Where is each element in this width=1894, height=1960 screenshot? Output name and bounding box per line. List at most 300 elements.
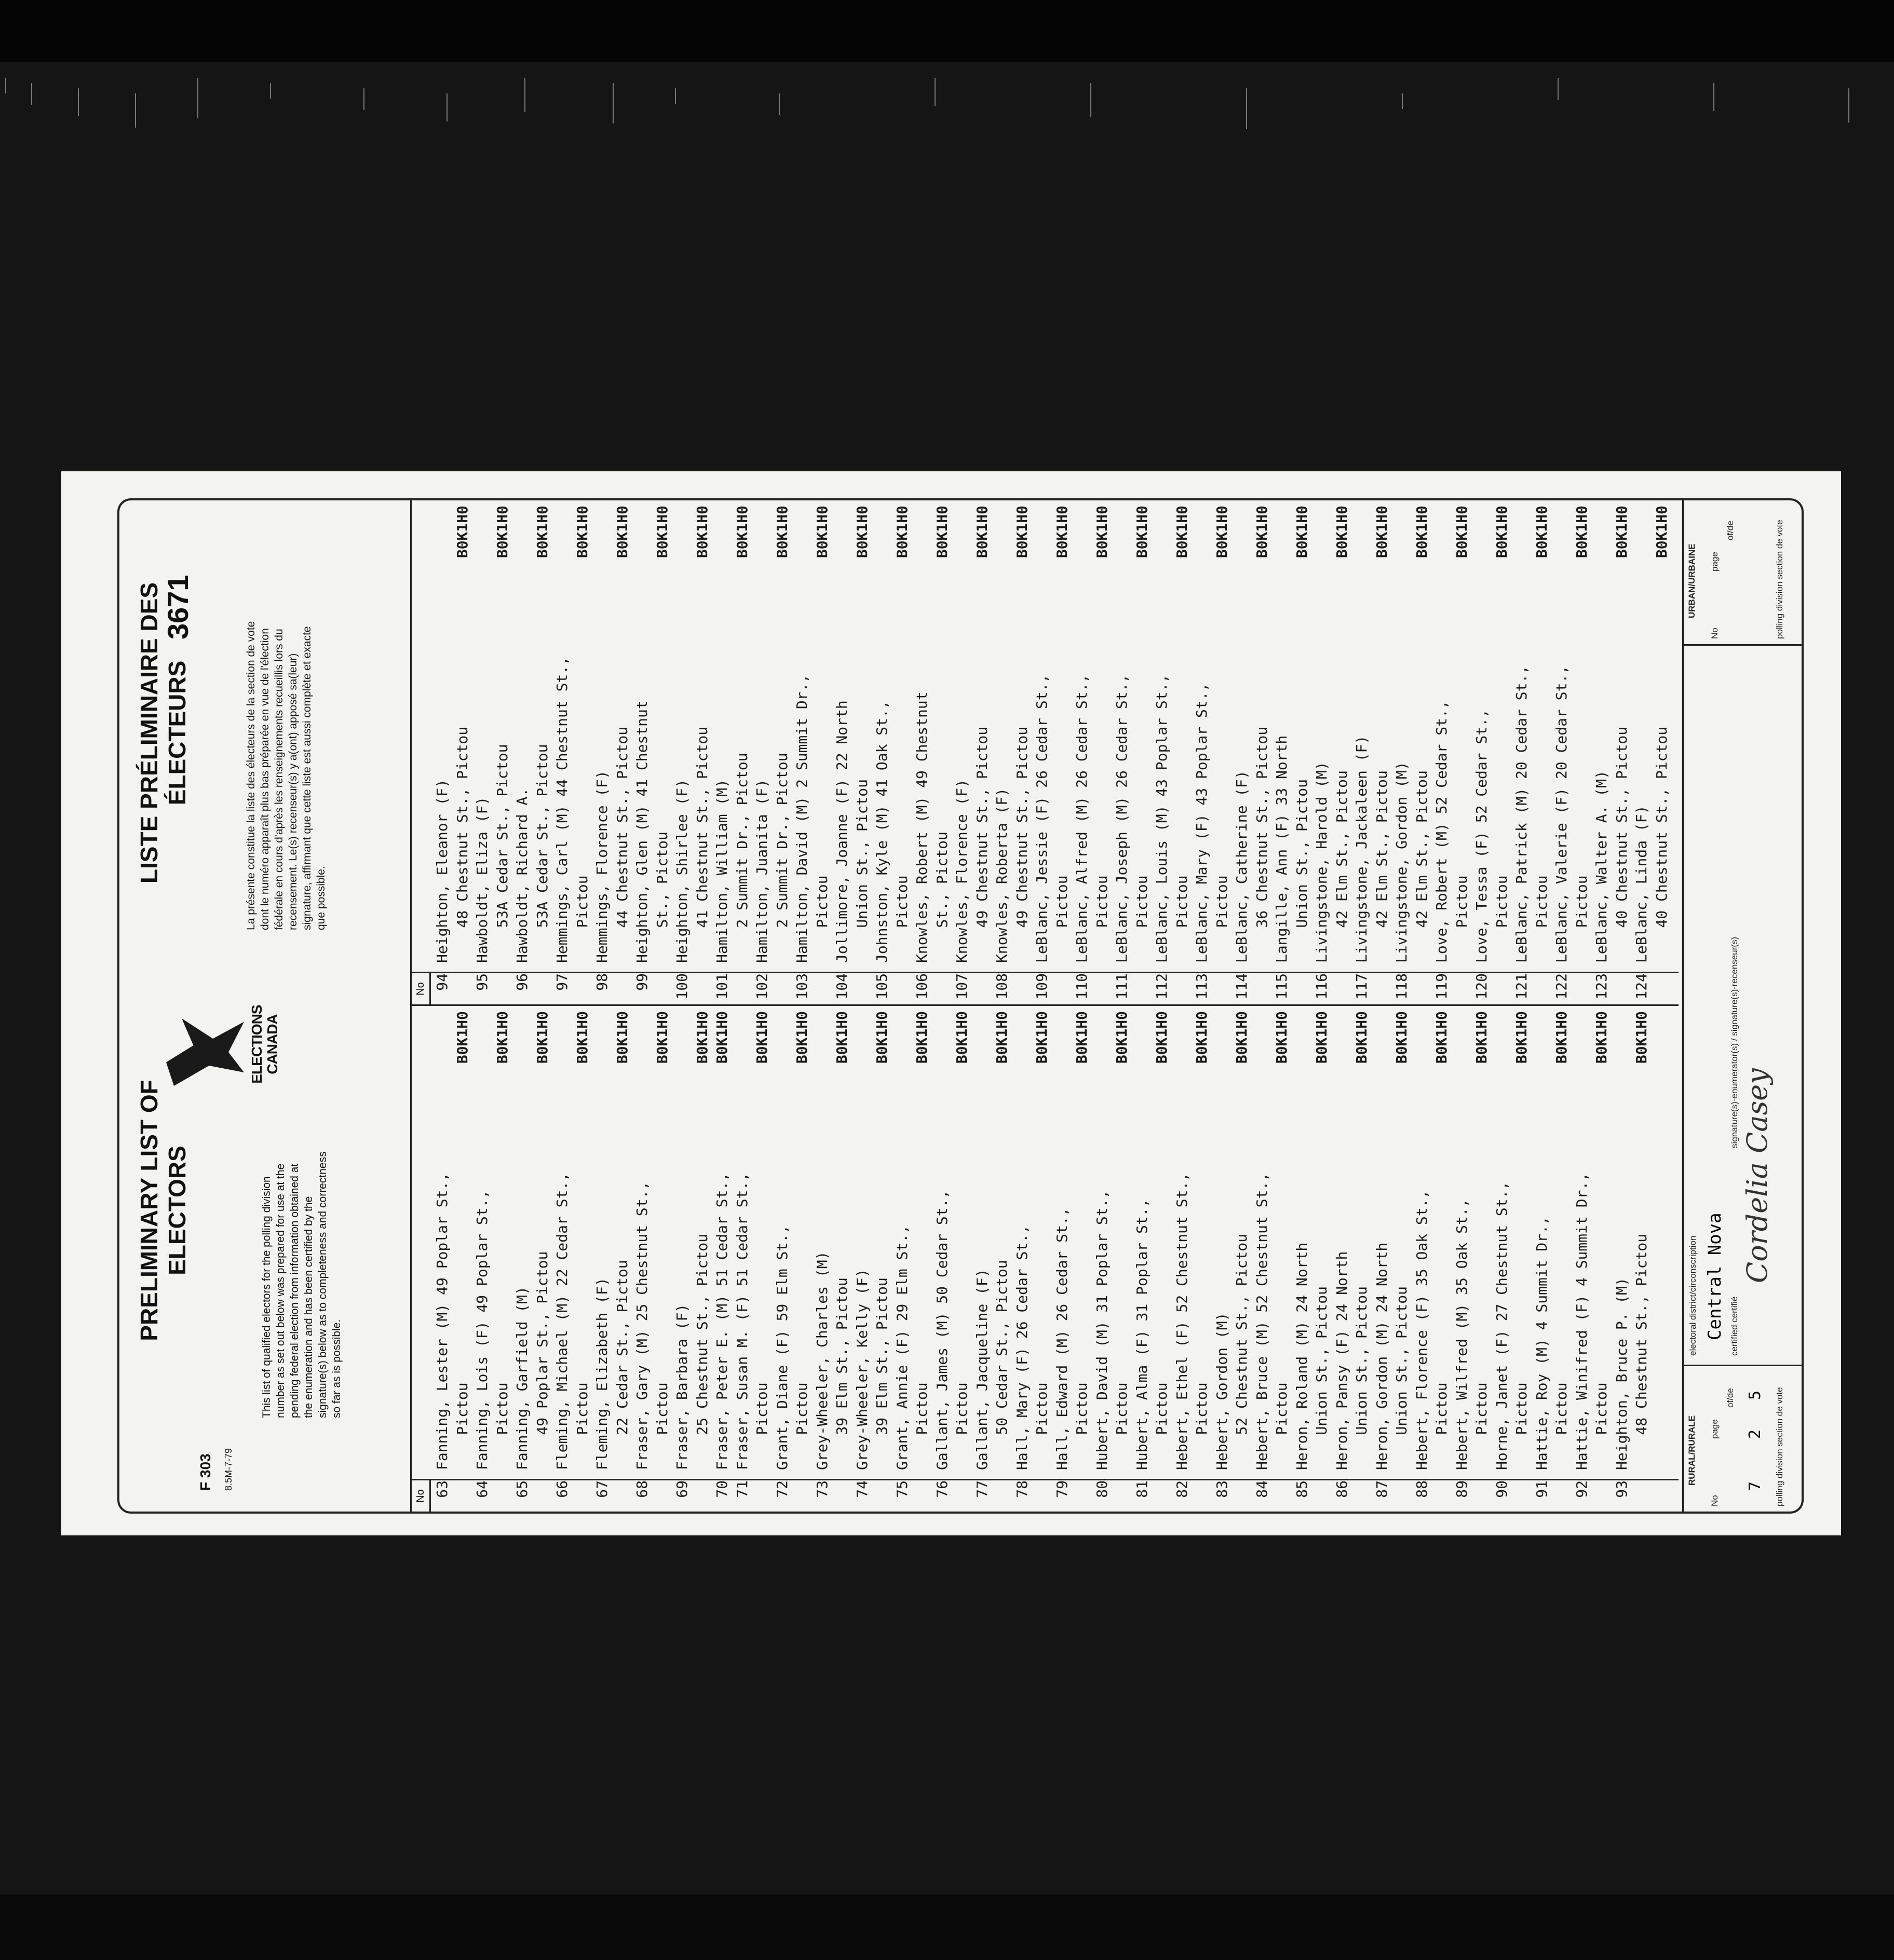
elector-entry-line: [573, 500, 593, 1004]
postal-code: B0K1H0: [1113, 1011, 1130, 1064]
elector-number: [1212, 967, 1233, 1004]
elector-entry-line: [1592, 1006, 1612, 1512]
postal-code: B0K1H0: [1013, 506, 1031, 559]
elector-text: Livingstone, Jackaleen (F): [1353, 735, 1370, 963]
elector-entry-line: [1592, 500, 1612, 1004]
postal-code: [992, 500, 1012, 578]
postal-code: [552, 500, 573, 578]
elector-text: Hawboldt, Eliza (F): [474, 796, 491, 963]
elector-number: [653, 1474, 673, 1512]
form-code: 8.5M-7-79: [223, 1448, 234, 1491]
postal-code: B0K1H0: [1033, 1011, 1050, 1064]
title-french: LISTE PRÉLIMINAIRE DES ÉLECTEURS: [136, 582, 191, 884]
elector-number: [1192, 1474, 1212, 1512]
elector-number: 108: [993, 973, 1010, 1000]
elector-entry-line: [892, 1006, 913, 1512]
elector-number: 98: [593, 973, 611, 991]
postal-code: [1512, 500, 1532, 578]
elector-entry-line: [832, 1006, 853, 1512]
film-scratch: [197, 78, 198, 118]
postal-code: B0K1H0: [1393, 1011, 1410, 1064]
elector-text: Johnston, Kyle (M) 41 Oak St.,: [873, 700, 890, 963]
elector-text: Hubert, David (M) 31 Poplar St.,: [1093, 1190, 1111, 1470]
elector-entry-line: [1272, 1006, 1292, 1512]
elector-entry-line: [712, 1006, 733, 1512]
elector-text: Union St., Pictou: [1393, 1286, 1410, 1470]
elector-number: [533, 967, 553, 1004]
elector-text: Pictou: [1093, 875, 1111, 963]
elector-entry-line: [453, 1006, 473, 1512]
postal-code: B0K1H0: [693, 506, 711, 559]
postal-code: B0K1H0: [1133, 506, 1151, 559]
elector-number: 82: [1173, 1480, 1190, 1498]
elector-entry-line: [1012, 1006, 1033, 1512]
postal-code: B0K1H0: [813, 506, 831, 559]
elector-entry-line: [1232, 1006, 1252, 1512]
elector-entry-line: [892, 500, 913, 1004]
elector-number: [1372, 967, 1392, 1004]
page-total: 5: [1746, 1390, 1764, 1400]
elector-text: Pictou: [793, 1382, 810, 1470]
polling-division-number: 7: [1746, 1481, 1764, 1491]
elector-text: Love, Robert (M) 52 Cedar St.,: [1433, 700, 1450, 963]
elector-text: Hamilton, William (M): [713, 779, 730, 963]
elector-number: [972, 967, 993, 1004]
elector-text: Pictou: [1493, 875, 1510, 963]
elector-number: 100: [673, 973, 691, 1000]
elector-entry-line: [872, 1006, 892, 1512]
postal-code: B0K1H0: [1213, 506, 1230, 559]
intro-english: This list of qualified electors for the polling division number as set out below was prepared for use at the pending federal election from information obtained at the enumeration and has been certified by the signature(s) below as to completeness and correctness so far as is possible.: [261, 1151, 343, 1418]
elector-text: Heron, Gordon (M) 24 North: [1373, 1242, 1390, 1470]
elector-number: 101: [713, 973, 730, 1000]
elector-entry-line: [992, 1006, 1012, 1512]
elector-number: 123: [1593, 973, 1610, 1000]
postal-code: [672, 500, 693, 578]
postal-code: B0K1H0: [453, 1011, 471, 1064]
elector-text: 49 Chestnut St., Pictou: [1013, 726, 1031, 963]
elector-entry-line: [1452, 1006, 1472, 1512]
film-scratch: [1848, 88, 1849, 122]
postal-code: B0K1H0: [733, 506, 751, 559]
elector-number: 71: [733, 1480, 751, 1498]
postal-code: [472, 500, 493, 578]
elector-entry-line: [932, 500, 953, 1004]
elector-number: 121: [1513, 973, 1530, 1000]
elector-number: [1312, 1474, 1332, 1512]
elector-text: 2 Summit Dr., Pictou: [773, 753, 791, 963]
elector-number: [613, 1474, 633, 1512]
elector-text: Union St., Pictou: [1353, 1286, 1370, 1470]
elector-number: [773, 967, 793, 1004]
elector-entry-line: [1452, 500, 1472, 1004]
elector-number: [1012, 967, 1033, 1004]
electors-column-right: [412, 500, 1679, 1004]
elector-text: Hebert, Wilfred (M) 35 Oak St.,: [1453, 1199, 1470, 1470]
elector-entry-line: [872, 500, 892, 1004]
elector-text: Fraser, Barbara (F): [673, 1303, 691, 1470]
postal-code: [632, 500, 653, 578]
elector-entry-line: [1192, 500, 1212, 1004]
elector-entry-line: [672, 1006, 693, 1512]
postal-code: [1492, 1006, 1512, 1084]
elector-text: Hebert, Ethel (F) 52 Chestnut St.,: [1173, 1172, 1190, 1470]
film-scratch: [78, 88, 79, 116]
elector-entry-line: [792, 500, 813, 1004]
postal-code: B0K1H0: [873, 1011, 890, 1064]
elector-text: Livingstone, Gordon (M): [1393, 761, 1410, 963]
elector-number: 118: [1393, 973, 1410, 1000]
elector-entry-line: [972, 1006, 993, 1512]
elector-text: 25 Chestnut St., Pictou: [693, 1233, 711, 1470]
form-footer: [1682, 500, 1803, 1512]
elector-entry-line: [1152, 1006, 1172, 1512]
elector-text: Gallant, James (M) 50 Cedar St.,: [933, 1190, 951, 1470]
postal-code: B0K1H0: [493, 506, 511, 559]
elector-number: 113: [1193, 973, 1210, 1000]
elector-text: Pictou: [573, 875, 591, 963]
elector-entry-line: [1232, 500, 1252, 1004]
elector-text: LeBlanc, Valerie (F) 20 Cedar St.,: [1553, 665, 1570, 963]
postal-code: [1352, 500, 1372, 578]
postal-code: B0K1H0: [1433, 1011, 1450, 1064]
elector-number: [892, 967, 913, 1004]
postal-code: B0K1H0: [953, 1011, 970, 1064]
postal-code: [1172, 1006, 1193, 1084]
film-scratch: [779, 93, 780, 115]
postal-code: [632, 1006, 653, 1084]
elector-entry-line: [813, 500, 833, 1004]
elector-entry-line: [533, 1006, 553, 1512]
elector-entry-line: [1212, 1006, 1233, 1512]
elector-entry-line: [1192, 1006, 1212, 1512]
elector-text: Pictou: [1153, 1382, 1170, 1470]
form-header: [119, 500, 400, 1512]
postal-code: [1072, 500, 1092, 578]
elector-entry-line: [1612, 500, 1632, 1004]
elector-number: 99: [633, 973, 651, 991]
postal-code: B0K1H0: [1093, 506, 1111, 559]
elector-text: Pictou: [1173, 875, 1190, 963]
no-label: No: [1710, 628, 1720, 639]
elector-entry-line: [1352, 500, 1372, 1004]
postal-code: [1372, 1006, 1392, 1084]
elector-entry-line: [813, 1006, 833, 1512]
elector-entry-line: [1372, 500, 1392, 1004]
elector-number: 124: [1633, 973, 1650, 1000]
postal-code: B0K1H0: [1453, 506, 1470, 559]
elector-entry-line: [472, 500, 493, 1004]
elector-text: Knowles, Florence (F): [953, 779, 970, 963]
elector-text: Hall, Mary (F) 26 Cedar St.,: [1013, 1224, 1031, 1470]
postal-code: B0K1H0: [613, 1011, 631, 1064]
film-scratch: [524, 78, 525, 112]
rotated-form: [61, 471, 1841, 1535]
elector-number: 107: [953, 973, 970, 1000]
elector-entry-line: [1132, 500, 1153, 1004]
postal-code: [1592, 500, 1612, 578]
elector-number: [1652, 967, 1672, 1004]
elector-number: [1132, 967, 1153, 1004]
elector-number: [1612, 967, 1632, 1004]
elector-number: 78: [1013, 1480, 1031, 1498]
elector-entry-line: [573, 1006, 593, 1512]
elector-entry-line: [1172, 1006, 1193, 1512]
film-scratch: [1402, 93, 1403, 109]
elector-number: [1632, 1474, 1652, 1512]
elector-entry-line: [952, 1006, 972, 1512]
elector-text: Hamilton, David (M) 2 Summit Dr.,: [793, 674, 810, 963]
elector-text: Heighton, Eleanor (F): [434, 779, 451, 963]
elector-text: 42 Elm St., Pictou: [1333, 770, 1350, 963]
postal-code: [1392, 500, 1412, 578]
elector-text: 53A Cedar St., Pictou: [533, 744, 551, 963]
urban-box: [1684, 499, 1803, 646]
postal-code: [952, 500, 972, 578]
left-rows: [432, 1006, 1652, 1512]
elector-entry-line: [1532, 1006, 1552, 1512]
elector-text: LeBlanc, Mary (F) 43 Poplar St.,: [1193, 683, 1210, 963]
elector-entry-line: [1032, 1006, 1052, 1512]
elector-number: 85: [1293, 1480, 1310, 1498]
elector-entry-line: [1632, 500, 1652, 1004]
elector-entry-line: [1432, 500, 1452, 1004]
postal-code: B0K1H0: [973, 506, 991, 559]
elector-text: Grant, Annie (F) 29 Elm St.,: [893, 1224, 911, 1470]
elector-entry-line: [1432, 1006, 1452, 1512]
elector-entry-line: [1092, 1006, 1113, 1512]
elector-number: [752, 1474, 773, 1512]
elector-number: [1332, 967, 1352, 1004]
postal-code: [1052, 1006, 1073, 1084]
elector-entry-line: [1392, 1006, 1412, 1512]
column-header-no: No: [412, 972, 431, 1004]
elector-text: Hemmings, Florence (F): [593, 770, 611, 963]
postal-code: [1232, 500, 1252, 578]
elector-entry-line: [733, 1006, 753, 1512]
elector-number: [613, 967, 633, 1004]
elector-number: 111: [1113, 973, 1130, 1000]
header-french: [119, 515, 400, 982]
postal-code: [1112, 500, 1132, 578]
postal-code: [1632, 500, 1652, 578]
elector-text: Pictou: [1533, 875, 1550, 963]
elector-number: [1092, 967, 1113, 1004]
elector-entry-line: [1212, 500, 1233, 1004]
elector-text: Fanning, Garfield (M): [513, 1286, 531, 1470]
elector-entry-line: [1052, 1006, 1073, 1512]
elector-text: 52 Chestnut St., Pictou: [1233, 1233, 1250, 1470]
title-english: PRELIMINARY LIST OF ELECTORS: [136, 1080, 191, 1341]
postal-code: B0K1H0: [493, 1011, 511, 1064]
postal-code: B0K1H0: [693, 1011, 711, 1064]
elector-text: Pictou: [1573, 875, 1590, 963]
postal-code: [1292, 1006, 1313, 1084]
elector-text: 2 Summit Dr., Pictou: [733, 753, 751, 963]
elector-text: 39 Elm St., Pictou: [833, 1277, 850, 1470]
elector-text: Knowles, Robert (M) 49 Chestnut: [913, 691, 930, 963]
elector-number: 74: [853, 1480, 871, 1498]
no-label: No: [1710, 1495, 1720, 1506]
elector-text: Pictou: [1213, 875, 1230, 963]
right-rows: [432, 500, 1672, 1004]
postal-code: B0K1H0: [1233, 1011, 1250, 1064]
elector-number: 117: [1353, 973, 1370, 1000]
postal-code: [1152, 500, 1172, 578]
postal-code: [972, 1006, 993, 1084]
elector-text: Jollimore, Joanne (F) 22 North: [833, 700, 850, 963]
elector-number: 103: [793, 973, 810, 1000]
elector-entry-line: [1492, 500, 1512, 1004]
elector-entry-line: [1552, 1006, 1572, 1512]
postal-code: [1332, 1006, 1352, 1084]
elector-text: 49 Chestnut St., Pictou: [973, 726, 991, 963]
elector-number: [1532, 967, 1552, 1004]
elector-entry-line: [693, 500, 713, 1004]
elector-entry-line: [1292, 500, 1313, 1004]
postal-code: B0K1H0: [793, 1011, 810, 1064]
elector-entry-line: [972, 500, 993, 1004]
elector-text: Hamilton, Juanita (F): [753, 779, 770, 963]
elector-text: Pictou: [1593, 1382, 1610, 1470]
elector-entry-line: [533, 500, 553, 1004]
elector-entry-line: [1272, 500, 1292, 1004]
elector-number: 104: [833, 973, 850, 1000]
header-english: [119, 1005, 400, 1491]
elector-entry-line: [1412, 500, 1432, 1004]
elector-number: [932, 967, 953, 1004]
elector-number: 120: [1473, 973, 1490, 1000]
elector-number: 96: [513, 973, 531, 991]
elector-number: 75: [893, 1480, 911, 1498]
postal-code: [1092, 1006, 1113, 1084]
elector-text: 40 Chestnut St., Pictou: [1653, 726, 1670, 963]
elector-text: 39 Elm St., Pictou: [873, 1277, 890, 1470]
elector-number: [1572, 967, 1592, 1004]
elector-entry-line: [1072, 500, 1092, 1004]
postal-code: [1412, 1006, 1432, 1084]
elector-entry-line: [453, 500, 473, 1004]
elector-entry-line: [592, 500, 613, 1004]
postal-code: B0K1H0: [1613, 506, 1630, 559]
postal-code: [813, 1006, 833, 1084]
postal-code: [1032, 500, 1052, 578]
elector-number: 72: [773, 1480, 791, 1498]
postal-code: [1012, 1006, 1033, 1084]
elector-text: Livingstone, Harold (M): [1313, 761, 1330, 963]
electors-column-left: [412, 1004, 1679, 1512]
postal-code: B0K1H0: [1193, 1011, 1210, 1064]
elector-number: [693, 1474, 713, 1512]
elector-number: [912, 1474, 932, 1512]
document-sheet: [61, 471, 1841, 1535]
postal-code: [512, 1006, 533, 1084]
elector-number: [1152, 1474, 1172, 1512]
elector-number: [1052, 967, 1073, 1004]
film-scratch: [935, 78, 936, 106]
page-label: page: [1710, 1419, 1720, 1439]
postal-code: B0K1H0: [1313, 1011, 1330, 1064]
elector-text: Hubert, Alma (F) 31 Poplar St.,: [1133, 1199, 1151, 1470]
elector-number: [1392, 1474, 1412, 1512]
elector-number: 119: [1433, 973, 1450, 1000]
elector-text: Hawboldt, Richard A.: [513, 787, 531, 963]
postal-code: [1312, 500, 1332, 578]
elector-entry-line: [493, 1006, 513, 1512]
elector-text: Pictou: [1553, 1382, 1570, 1470]
elector-number: 89: [1453, 1480, 1470, 1498]
column-header-no: No: [412, 1479, 431, 1512]
elector-text: Gallant, Jacqueline (F): [973, 1269, 991, 1470]
film-scratch: [270, 83, 271, 99]
elector-text: Fanning, Lester (M) 49 Poplar St.,: [434, 1172, 451, 1470]
elector-entry-line: [512, 500, 533, 1004]
elector-entry-line: [1352, 1006, 1372, 1512]
postal-code: B0K1H0: [613, 506, 631, 559]
elector-text: LeBlanc, Joseph (M) 26 Cedar St.,: [1113, 674, 1130, 963]
elector-number: [832, 1474, 853, 1512]
elector-number: 114: [1233, 973, 1250, 1000]
elector-text: Heighton, Glen (M) 41 Chestnut: [633, 700, 651, 963]
postal-code: B0K1H0: [1153, 1011, 1170, 1064]
elector-text: 41 Chestnut St., Pictou: [693, 726, 711, 963]
elector-text: Pictou: [1113, 1382, 1130, 1470]
elector-entry-line: [1512, 500, 1532, 1004]
elector-entry-line: [853, 1006, 873, 1512]
elector-entry-line: [592, 1006, 613, 1512]
postal-code: [712, 500, 733, 578]
elector-number: [1292, 967, 1313, 1004]
elector-number: 109: [1033, 973, 1050, 1000]
elector-entry-line: [1632, 1006, 1652, 1512]
elector-text: Union St., Pictou: [1313, 1286, 1330, 1470]
postal-code: [1192, 500, 1212, 578]
elector-text: Love, Tessa (F) 52 Cedar St.,: [1473, 709, 1490, 963]
postal-code: [592, 500, 613, 578]
elector-entry-line: [432, 500, 453, 1004]
postal-code: B0K1H0: [1553, 1011, 1570, 1064]
elector-number: [1452, 967, 1472, 1004]
film-scratch: [31, 83, 32, 105]
signature-label: signature(s)-enumerator(s) / signature(s)-recenseur(s): [1729, 936, 1739, 1148]
postal-code: B0K1H0: [993, 1011, 1010, 1064]
elector-entry-line: [1652, 500, 1672, 1004]
enumerator-signature: Cordelia Casey: [1741, 1068, 1774, 1283]
logo-text: ELECTIONS CANADA: [249, 1005, 280, 1084]
elector-number: [653, 967, 673, 1004]
postal-code: [512, 500, 533, 578]
elector-entry-line: [1032, 500, 1052, 1004]
elector-number: [1352, 1474, 1372, 1512]
elector-text: Fraser, Susan M. (F) 51 Cedar St.,: [733, 1172, 751, 1470]
elector-number: [1432, 1474, 1452, 1512]
of-label: of/de: [1725, 1388, 1735, 1408]
elector-entry-line: [1172, 500, 1193, 1004]
postal-code: B0K1H0: [1273, 1011, 1290, 1064]
elector-text: 49 Poplar St., Pictou: [533, 1251, 551, 1470]
elector-text: Heighton, Shirlee (F): [673, 779, 691, 963]
elector-text: Pictou: [453, 1382, 471, 1470]
elector-number: 64: [474, 1480, 491, 1498]
elector-text: Pictou: [493, 1382, 511, 1470]
elector-entry-line: [1252, 1006, 1273, 1512]
postal-code: B0K1H0: [573, 506, 591, 559]
elector-number: [1252, 967, 1273, 1004]
elector-number: 116: [1313, 973, 1330, 1000]
elector-number: [792, 1474, 813, 1512]
district-label: electoral district/circonscription: [1688, 1235, 1698, 1356]
postal-code: B0K1H0: [573, 1011, 591, 1064]
